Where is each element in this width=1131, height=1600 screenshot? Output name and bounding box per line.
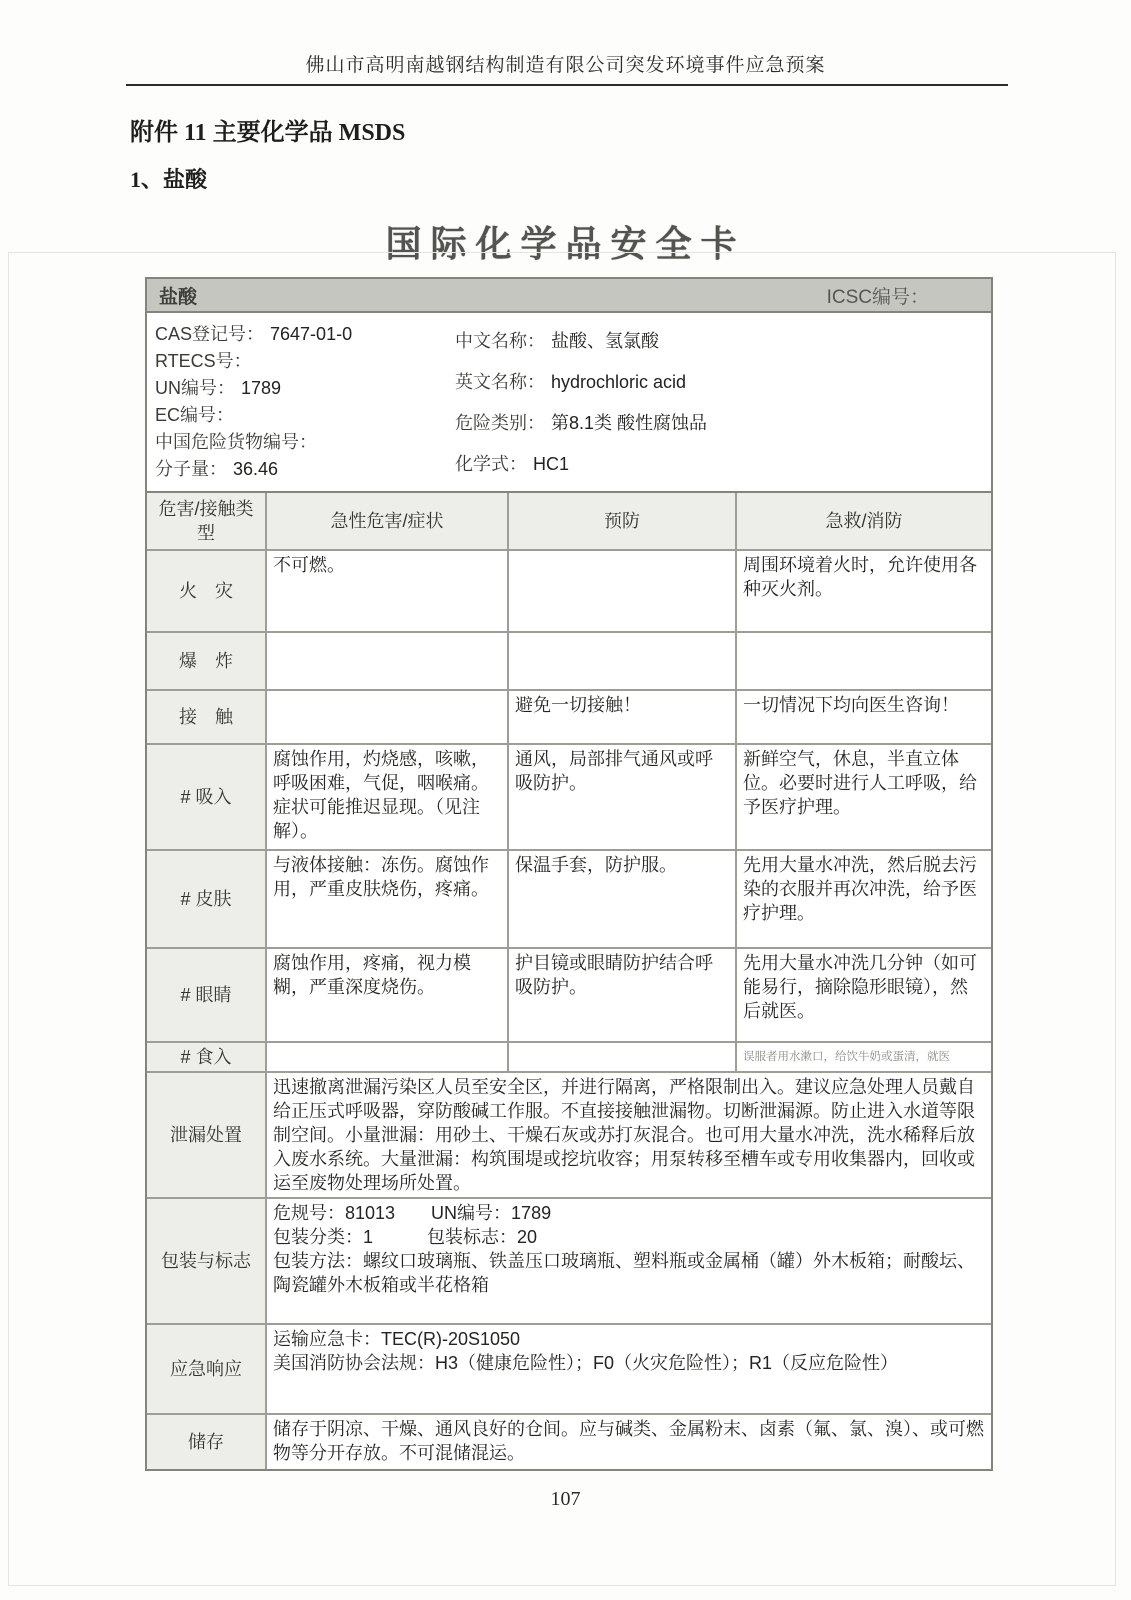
inhalation-firstaid-cell: 新鲜空气，休息，半直立体位。必要时进行人工呼吸，给予医疗护理。 (737, 745, 991, 849)
hazard-table (145, 491, 993, 1471)
scanned-image-region (8, 252, 1116, 1586)
packaging-line-class: 包装分类：1 包装标志：20 (273, 1227, 538, 1247)
eyes-symptoms-cell: 腐蚀作用，疼痛，视力模糊，严重深度烧伤。 (267, 949, 507, 1041)
eyes-firstaid-cell: 先用大量水冲洗几分钟（如可能易行，摘除隐形眼镜），然后就医。 (737, 949, 991, 1041)
row-label-emergency-response: 应急响应 (147, 1325, 265, 1413)
col-header-hazard-type: 危害/接触类型 (147, 493, 265, 549)
packaging-line-method: 包装方法：螺纹口玻璃瓶、铁盖压口玻璃瓶、塑料瓶或金属桶（罐）外木板箱；耐酸坛、陶瓷罐外木板箱或半花格箱 (273, 1251, 975, 1295)
ingestion-symptoms-cell (267, 1043, 507, 1071)
ingestion-firstaid-cell: 误服者用水漱口，给饮牛奶或蛋清，就医 (737, 1043, 991, 1071)
col-header-acute-symptoms: 急性危害/症状 (267, 493, 507, 549)
row-label-inhalation: # 吸入 (147, 745, 265, 849)
inhalation-symptoms-cell: 腐蚀作用，灼烧感，咳嗽，呼吸困难，气促，咽喉痛。症状可能推迟显现。（见注解）。 (267, 745, 507, 849)
china-dg-number-line: 中国危险货物编号： (155, 432, 317, 452)
document-header-title: 佛山市高明南越钢结构制造有限公司突发环境事件应急预案 (305, 55, 826, 76)
eyes-prevention-cell: 护目镜或眼睛防护结合呼吸防护。 (509, 949, 735, 1041)
row-label-fire: 火 灾 (147, 551, 265, 631)
explosion-firstaid-cell (737, 633, 991, 689)
un-number-line: UN编号： 1789 (155, 378, 282, 398)
molecular-weight-line: 分子量： 36.46 (155, 459, 279, 479)
row-label-storage: 储存 (147, 1415, 265, 1469)
section-title-hcl: 1、盐酸 (130, 167, 208, 192)
skin-firstaid-cell: 先用大量水冲洗，然后脱去污染的衣服并再次冲洗，给予医疗护理。 (737, 851, 991, 947)
packaging-line-codes: 危规号：81013 UN编号：1789 (273, 1203, 552, 1223)
col-header-prevention: 预防 (509, 493, 735, 549)
info-left-column (155, 321, 455, 485)
spill-disposal-cell: 迅速撤离泄漏污染区人员至安全区，并进行隔离，严格限制出入。建议应急处理人员戴自给正压式呼吸器，穿防酸碱工作服。不直接接触泄漏物。切断泄漏源。防止进入水道等限制空间。小量泄漏：用砂土、干燥石灰或苏打灰混合。也可用大量水冲洗，洗水稀释后放入废水系统。大量泄漏：构筑围堤或挖坑收容；用泵转移至槽车或专用收集器内，回收或运至废物处理场所处置。 (267, 1073, 991, 1197)
fire-firstaid-cell: 周围环境着火时，允许使用各种灭火剂。 (737, 551, 991, 631)
nfpa-line: 美国消防协会法规：H3（健康危险性）；F0（火灾危险性）；R1（反应危险性） (273, 1353, 899, 1373)
packaging-cell (267, 1199, 991, 1323)
transport-card-line: 运输应急卡：TEC(R)-20S1050 (273, 1329, 521, 1349)
fire-symptoms-cell: 不可燃。 (267, 551, 507, 631)
row-label-explosion: 爆 炸 (147, 633, 265, 689)
row-label-packaging: 包装与标志 (147, 1199, 265, 1323)
row-label-skin: # 皮肤 (147, 851, 265, 947)
contact-symptoms-cell (267, 691, 507, 743)
skin-symptoms-cell: 与液体接触：冻伤。腐蚀作用，严重皮肤烧伤，疼痛。 (267, 851, 507, 947)
attachment-title: 附件 11 主要化学品 MSDS (130, 120, 406, 146)
cas-number-line: CAS登记号： 7647-01-0 (155, 324, 353, 344)
storage-cell: 储存于阴凉、干燥、通风良好的仓间。应与碱类、金属粉末、卤素（氟、氯、溴）、或可燃物等分开存放。不可混储混运。 (267, 1415, 991, 1469)
ec-number-line: EC编号： (155, 405, 235, 425)
icsc-card-title: 国际化学品安全卡 (385, 223, 746, 264)
ingestion-prevention-cell (509, 1043, 735, 1071)
chinese-name-line: 中文名称： 盐酸、氢氯酸 (455, 331, 659, 351)
header-rule (126, 84, 1008, 86)
chemical-formula-line: 化学式： HC1 (455, 454, 570, 474)
fire-prevention-cell (509, 551, 735, 631)
row-label-ingestion: # 食入 (147, 1043, 265, 1071)
explosion-prevention-cell (509, 633, 735, 689)
rtecs-number-line: RTECS号： (155, 351, 252, 371)
contact-firstaid-cell: 一切情况下均向医生咨询！ (737, 691, 991, 743)
card-title-bar (145, 277, 993, 313)
row-label-eyes: # 眼睛 (147, 949, 265, 1041)
card-info-section (145, 311, 993, 493)
col-header-first-aid: 急救/消防 (737, 493, 991, 549)
english-name-line: 英文名称： hydrochloric acid (455, 372, 687, 392)
skin-prevention-cell: 保温手套，防护服。 (509, 851, 735, 947)
inhalation-prevention-cell: 通风，局部排气通风或呼吸防护。 (509, 745, 735, 849)
info-right-column (455, 321, 981, 485)
icsc-number-label: ICSC编号： (826, 286, 929, 308)
explosion-symptoms-cell (267, 633, 507, 689)
hazard-class-line: 危险类别： 第8.1类 酸性腐蚀品 (455, 413, 708, 433)
chemical-name: 盐酸 (159, 286, 198, 308)
emergency-response-cell (267, 1325, 991, 1413)
page-number: 107 (550, 1488, 581, 1510)
row-label-contact: 接 触 (147, 691, 265, 743)
msds-card (145, 277, 993, 1471)
row-label-spill-disposal: 泄漏处置 (147, 1073, 265, 1197)
contact-prevention-cell: 避免一切接触！ (509, 691, 735, 743)
